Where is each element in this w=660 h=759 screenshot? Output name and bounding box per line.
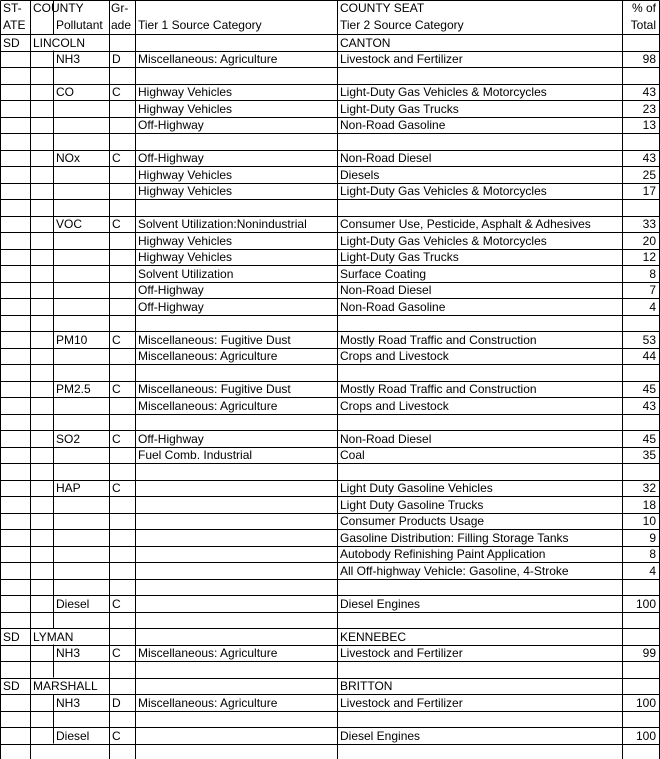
cell-tier1: Highway Vehicles: [138, 101, 233, 116]
header-state-bottom: ATE: [3, 18, 26, 32]
header-pollutant: Pollutant: [56, 18, 103, 32]
header-grade-top: Gr-: [111, 1, 129, 15]
header-percent-top: % of: [631, 1, 656, 15]
cell-state: SD: [3, 679, 20, 693]
cell-tier2: Livestock and Fertilizer: [340, 646, 463, 660]
cell-pct: 33: [642, 217, 656, 231]
cell-grade: C: [112, 646, 121, 660]
cell-tier2: Diesels: [340, 167, 380, 182]
cell-pollutant: Diesel: [56, 596, 90, 611]
cell-tier2: Consumer Products Usage: [340, 514, 485, 528]
cell-pct: 8: [649, 266, 656, 281]
cell-grade: C: [112, 431, 121, 446]
cell-tier1: Highway Vehicles: [138, 233, 233, 248]
cell-pollutant: HAP: [56, 481, 81, 495]
cell-tier1: Fuel Comb. Industrial: [138, 448, 253, 462]
cell-tier2: CANTON: [340, 35, 391, 50]
cell-pct: 35: [642, 448, 656, 462]
cell-tier2: Light-Duty Gas Trucks: [340, 250, 459, 264]
cell-tier2: Surface Coating: [340, 266, 427, 281]
cell-pct: 7: [649, 283, 656, 297]
cell-pct: 10: [642, 514, 656, 528]
cell-county: MARSHALL: [33, 679, 98, 693]
cell-tier2: Light Duty Gasoline Vehicles: [340, 481, 493, 495]
cell-pct: 9: [649, 530, 656, 545]
cell-tier1: Highway Vehicles: [138, 184, 233, 198]
header-percent-bottom: Total: [630, 18, 656, 32]
cell-grade: C: [112, 382, 121, 396]
cell-grade: C: [112, 217, 121, 231]
cell-tier2: Light-Duty Gas Trucks: [340, 101, 459, 116]
cell-county: LINCOLN: [33, 35, 86, 50]
cell-pollutant: SO2: [56, 431, 81, 446]
cell-tier2: Diesel Engines: [340, 728, 421, 743]
cell-pct: 4: [649, 563, 656, 578]
cell-grade: C: [112, 151, 121, 165]
cell-pct: 99: [642, 646, 656, 660]
cell-tier2: Mostly Road Traffic and Construction: [340, 382, 537, 396]
cell-pollutant: Diesel: [56, 728, 90, 743]
cell-tier1: Highway Vehicles: [138, 250, 233, 264]
cell-pct: 45: [642, 382, 656, 396]
cell-grade: C: [112, 332, 121, 347]
cell-pct: 43: [642, 151, 656, 165]
cell-tier2: Non-Road Diesel: [340, 151, 432, 165]
cell-grade: D: [112, 695, 121, 710]
cell-tier1: Miscellaneous: Fugitive Dust: [138, 332, 291, 347]
cell-tier2: Autobody Refinishing Paint Application: [340, 547, 546, 561]
cell-pollutant: VOC: [56, 217, 83, 231]
header-tier1-source-category: Tier 1 Source Category: [138, 18, 262, 32]
cell-tier1: Miscellaneous: Agriculture: [138, 398, 278, 413]
cell-tier2: Livestock and Fertilizer: [340, 52, 463, 66]
cell-tier1: Miscellaneous: Agriculture: [138, 349, 278, 363]
cell-tier2: Light Duty Gasoline Trucks: [340, 497, 484, 512]
cell-tier2: Gasoline Distribution: Filling Storage Tanks: [340, 530, 569, 545]
cell-tier1: Miscellaneous: Agriculture: [138, 52, 278, 66]
cell-tier2: Light-Duty Gas Vehicles & Motorcycles: [340, 184, 547, 198]
cell-tier2: Diesel Engines: [340, 596, 421, 611]
cell-tier2: Light-Duty Gas Vehicles & Motorcycles: [340, 85, 547, 99]
cell-tier2: Crops and Livestock: [340, 398, 449, 413]
cell-pct: 100: [635, 695, 656, 710]
cell-state: SD: [3, 35, 20, 50]
cell-tier2: Non-Road Diesel: [340, 431, 432, 446]
cell-tier1: Off-Highway: [138, 431, 204, 446]
cell-tier1: Highway Vehicles: [138, 85, 233, 99]
cell-pct: 4: [649, 299, 656, 314]
cell-tier1: Miscellaneous: Agriculture: [138, 695, 278, 710]
header-grade-bottom: ade: [111, 18, 132, 32]
cell-pollutant: PM2.5: [56, 382, 91, 396]
cell-pct: 13: [642, 118, 656, 132]
cell-tier2: BRITTON: [340, 679, 393, 693]
cell-pct: 32: [642, 481, 656, 495]
cell-pollutant: PM10: [56, 332, 88, 347]
cell-tier2: Non-Road Diesel: [340, 283, 432, 297]
cell-tier1: Off-Highway: [138, 118, 204, 132]
header-tier2-source-category: Tier 2 Source Category: [340, 18, 464, 32]
cell-pct: 25: [642, 167, 656, 182]
cell-tier2: Non-Road Gasoline: [340, 299, 446, 314]
cell-grade: C: [112, 481, 121, 495]
cell-pct: 53: [642, 332, 656, 347]
cell-pct: 100: [635, 596, 656, 611]
cell-pct: 18: [642, 497, 656, 512]
cell-pollutant: NH3: [56, 646, 81, 660]
header-state-top: ST-: [3, 1, 22, 15]
cell-tier2: KENNEBEC: [340, 629, 407, 644]
header-county-seat: COUNTY SEAT: [340, 1, 425, 15]
cell-tier1: Miscellaneous: Agriculture: [138, 646, 278, 660]
cell-pct: 23: [642, 101, 656, 116]
cell-tier1: Solvent Utilization:Nonindustrial: [138, 217, 307, 231]
cell-pct: 45: [642, 431, 656, 446]
cell-tier2: Crops and Livestock: [340, 349, 449, 363]
cell-tier1: Off-Highway: [138, 283, 204, 297]
cell-pct: 8: [649, 547, 656, 561]
cell-pct: 98: [642, 52, 656, 66]
cell-pct: 17: [642, 184, 656, 198]
cell-pct: 44: [642, 349, 656, 363]
cell-tier2: Non-Road Gasoline: [340, 118, 446, 132]
cell-pct: 43: [642, 398, 656, 413]
cell-pct: 20: [642, 233, 656, 248]
cell-grade: C: [112, 728, 121, 743]
cell-pollutant: CO: [56, 85, 74, 99]
cell-pollutant: NOx: [56, 151, 80, 165]
cell-tier2: Light-Duty Gas Vehicles & Motorcycles: [340, 233, 547, 248]
cell-tier2: Livestock and Fertilizer: [340, 695, 463, 710]
cell-state: SD: [3, 629, 20, 644]
cell-tier2: Mostly Road Traffic and Construction: [340, 332, 537, 347]
cell-tier1: Highway Vehicles: [138, 167, 233, 182]
cell-pollutant: NH3: [56, 695, 81, 710]
cell-tier1: Off-Highway: [138, 151, 204, 165]
cell-tier1: Miscellaneous: Fugitive Dust: [138, 382, 291, 396]
cell-pct: 100: [635, 728, 656, 743]
cell-tier2: Consumer Use, Pesticide, Asphalt & Adhesives: [340, 217, 591, 231]
cell-tier2: Coal: [340, 448, 365, 462]
cell-pct: 43: [642, 85, 656, 99]
cell-pollutant: NH3: [56, 52, 81, 66]
cell-tier1: Solvent Utilization: [138, 266, 234, 281]
cell-grade: C: [112, 596, 121, 611]
header-county: COUNTY: [33, 1, 84, 15]
cell-pct: 12: [642, 250, 656, 264]
cell-county: LYMAN: [33, 629, 74, 644]
cell-grade: C: [112, 85, 121, 99]
cell-grade: D: [112, 52, 121, 66]
cell-tier1: Off-Highway: [138, 299, 204, 314]
cell-tier2: All Off-highway Vehicle: Gasoline, 4-Stroke: [340, 563, 569, 578]
